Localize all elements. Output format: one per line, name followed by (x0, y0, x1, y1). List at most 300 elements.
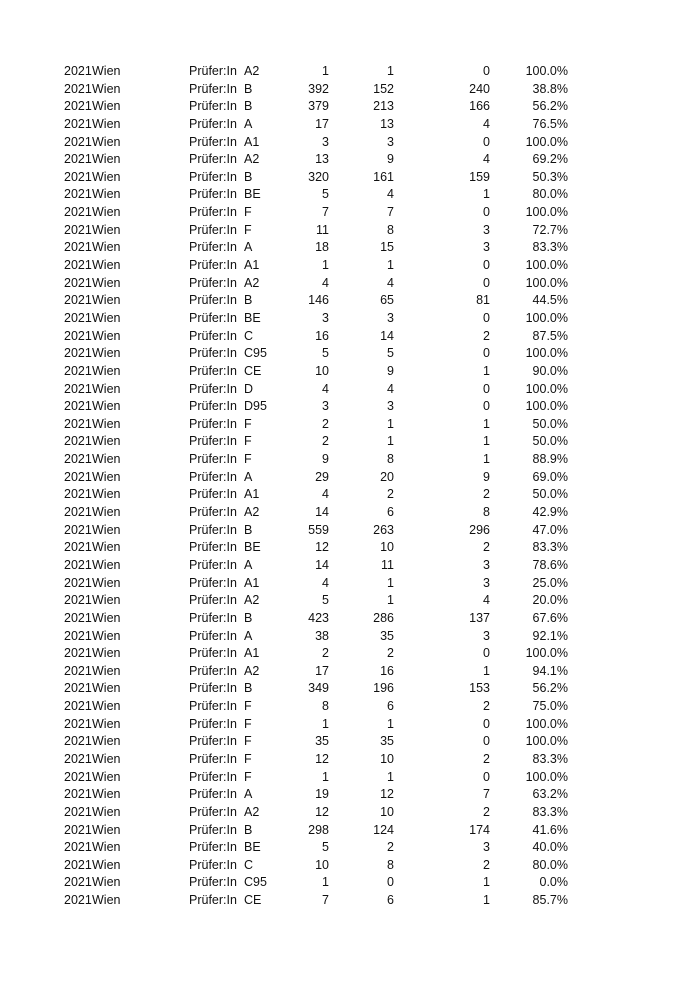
table-row (0, 222, 700, 240)
failed-count-cell: 2 (483, 540, 490, 555)
table-row (0, 504, 700, 522)
role-cell: Prüfer:In (189, 875, 237, 890)
passed-count-cell: 286 (373, 610, 394, 625)
failed-count-cell: 1 (483, 434, 490, 449)
failed-count-cell: 0 (483, 275, 490, 290)
passed-count-cell: 8 (387, 222, 394, 237)
year-cell: 2021 (64, 152, 92, 167)
role-cell: Prüfer:In (189, 399, 237, 414)
city-cell: Wien (92, 857, 121, 872)
failed-count-cell: 1 (483, 187, 490, 202)
role-cell: Prüfer:In (189, 64, 237, 78)
city-cell: Wien (92, 152, 121, 167)
total-count-cell: 7 (322, 893, 329, 908)
failed-count-cell: 0 (483, 134, 490, 149)
city-cell: Wien (92, 399, 121, 414)
pass-rate-cell: 80.0% (532, 857, 568, 872)
table-row (0, 469, 700, 487)
table-row (0, 169, 700, 187)
license-class-cell: CE (244, 893, 262, 908)
pass-rate-cell: 69.2% (532, 152, 568, 167)
table-row (0, 522, 700, 540)
pass-rate-cell: 44.5% (532, 293, 568, 308)
failed-count-cell: 2 (483, 804, 490, 819)
passed-count-cell: 6 (387, 505, 394, 520)
year-cell: 2021 (64, 716, 92, 731)
role-cell: Prüfer:In (189, 487, 237, 502)
role-cell: Prüfer:In (189, 751, 237, 766)
failed-count-cell: 4 (483, 152, 490, 167)
city-cell: Wien (92, 734, 121, 749)
role-cell: Prüfer:In (189, 663, 237, 678)
pass-rate-cell: 50.3% (532, 169, 568, 184)
role-cell: Prüfer:In (189, 787, 237, 802)
city-cell: Wien (92, 328, 121, 343)
table-row (0, 204, 700, 222)
city-cell: Wien (92, 434, 121, 449)
failed-count-cell: 81 (476, 293, 490, 308)
pass-rate-cell: 83.3% (532, 540, 568, 555)
city-cell: Wien (92, 363, 121, 378)
passed-count-cell: 35 (380, 734, 394, 749)
license-class-cell: F (244, 205, 252, 220)
total-count-cell: 12 (315, 540, 329, 555)
year-cell: 2021 (64, 240, 92, 255)
total-count-cell: 2 (322, 434, 329, 449)
year-cell: 2021 (64, 116, 92, 131)
total-count-cell: 12 (315, 804, 329, 819)
total-count-cell: 3 (322, 310, 329, 325)
total-count-cell: 17 (315, 116, 329, 131)
failed-count-cell: 7 (483, 787, 490, 802)
license-class-cell: BE (244, 187, 261, 202)
role-cell: Prüfer:In (189, 134, 237, 149)
year-cell: 2021 (64, 663, 92, 678)
city-cell: Wien (92, 169, 121, 184)
year-cell: 2021 (64, 610, 92, 625)
city-cell: Wien (92, 469, 121, 484)
role-cell: Prüfer:In (189, 187, 237, 202)
license-class-cell: A2 (244, 64, 260, 78)
passed-count-cell: 8 (387, 857, 394, 872)
total-count-cell: 4 (322, 575, 329, 590)
passed-count-cell: 1 (387, 575, 394, 590)
total-count-cell: 16 (315, 328, 329, 343)
total-count-cell: 38 (315, 628, 329, 643)
passed-count-cell: 9 (387, 363, 394, 378)
passed-count-cell: 7 (387, 205, 394, 220)
passed-count-cell: 3 (387, 310, 394, 325)
city-cell: Wien (92, 557, 121, 572)
pass-rate-cell: 76.5% (532, 116, 568, 131)
year-cell: 2021 (64, 505, 92, 520)
role-cell: Prüfer:In (189, 275, 237, 290)
pass-rate-cell: 56.2% (532, 681, 568, 696)
license-class-cell: A (244, 240, 253, 255)
passed-count-cell: 13 (380, 116, 394, 131)
license-class-cell: A2 (244, 152, 260, 167)
table-row (0, 310, 700, 328)
failed-count-cell: 3 (483, 628, 490, 643)
license-class-cell: F (244, 699, 252, 714)
city-cell: Wien (92, 804, 121, 819)
pass-rate-cell: 100.0% (525, 258, 568, 273)
passed-count-cell: 1 (387, 593, 394, 608)
failed-count-cell: 2 (483, 328, 490, 343)
table-row (0, 275, 700, 293)
license-class-cell: A2 (244, 505, 260, 520)
pass-rate-cell: 100.0% (525, 734, 568, 749)
total-count-cell: 4 (322, 381, 329, 396)
failed-count-cell: 1 (483, 363, 490, 378)
license-class-cell: B (244, 822, 253, 837)
license-class-cell: A (244, 557, 253, 572)
table-row (0, 345, 700, 363)
total-count-cell: 29 (315, 469, 329, 484)
failed-count-cell: 1 (483, 663, 490, 678)
passed-count-cell: 196 (373, 681, 394, 696)
role-cell: Prüfer:In (189, 222, 237, 237)
license-class-cell: CE (244, 363, 262, 378)
license-class-cell: B (244, 81, 253, 96)
passed-count-cell: 14 (380, 328, 394, 343)
passed-count-cell: 124 (373, 822, 394, 837)
failed-count-cell: 0 (483, 716, 490, 731)
pass-rate-cell: 75.0% (532, 699, 568, 714)
city-cell: Wien (92, 840, 121, 855)
failed-count-cell: 0 (483, 258, 490, 273)
pass-rate-cell: 38.8% (532, 81, 568, 96)
role-cell: Prüfer:In (189, 593, 237, 608)
pass-rate-cell: 87.5% (532, 328, 568, 343)
year-cell: 2021 (64, 734, 92, 749)
pass-rate-cell: 85.7% (532, 893, 568, 908)
pass-rate-cell: 67.6% (532, 610, 568, 625)
license-class-cell: B (244, 681, 253, 696)
passed-count-cell: 3 (387, 399, 394, 414)
role-cell: Prüfer:In (189, 293, 237, 308)
total-count-cell: 9 (322, 452, 329, 467)
role-cell: Prüfer:In (189, 81, 237, 96)
total-count-cell: 35 (315, 734, 329, 749)
pass-rate-cell: 100.0% (525, 346, 568, 361)
license-class-cell: F (244, 434, 252, 449)
passed-count-cell: 15 (380, 240, 394, 255)
license-class-cell: A2 (244, 593, 260, 608)
total-count-cell: 14 (315, 505, 329, 520)
failed-count-cell: 296 (469, 522, 490, 537)
pass-rate-cell: 100.0% (525, 716, 568, 731)
year-cell: 2021 (64, 557, 92, 572)
table-row (0, 592, 700, 610)
year-cell: 2021 (64, 769, 92, 784)
year-cell: 2021 (64, 293, 92, 308)
pass-rate-cell: 80.0% (532, 187, 568, 202)
year-cell: 2021 (64, 540, 92, 555)
city-cell: Wien (92, 610, 121, 625)
failed-count-cell: 9 (483, 469, 490, 484)
city-cell: Wien (92, 205, 121, 220)
role-cell: Prüfer:In (189, 681, 237, 696)
city-cell: Wien (92, 681, 121, 696)
passed-count-cell: 11 (381, 557, 394, 572)
table-row (0, 292, 700, 310)
failed-count-cell: 1 (483, 452, 490, 467)
license-class-cell: A (244, 469, 253, 484)
year-cell: 2021 (64, 699, 92, 714)
role-cell: Prüfer:In (189, 346, 237, 361)
year-cell: 2021 (64, 875, 92, 890)
failed-count-cell: 0 (483, 346, 490, 361)
total-count-cell: 5 (322, 187, 329, 202)
city-cell: Wien (92, 416, 121, 431)
failed-count-cell: 0 (483, 64, 490, 78)
total-count-cell: 146 (308, 293, 329, 308)
failed-count-cell: 166 (469, 99, 490, 114)
year-cell: 2021 (64, 81, 92, 96)
failed-count-cell: 174 (469, 822, 490, 837)
total-count-cell: 379 (308, 99, 329, 114)
total-count-cell: 5 (322, 593, 329, 608)
role-cell: Prüfer:In (189, 734, 237, 749)
role-cell: Prüfer:In (189, 716, 237, 731)
table-row (0, 804, 700, 822)
role-cell: Prüfer:In (189, 522, 237, 537)
total-count-cell: 12 (315, 751, 329, 766)
passed-count-cell: 35 (380, 628, 394, 643)
year-cell: 2021 (64, 751, 92, 766)
table-row (0, 716, 700, 734)
table-row (0, 769, 700, 787)
license-class-cell: A1 (244, 646, 260, 661)
city-cell: Wien (92, 699, 121, 714)
passed-count-cell: 1 (387, 716, 394, 731)
license-class-cell: A (244, 628, 253, 643)
passed-count-cell: 8 (387, 452, 394, 467)
role-cell: Prüfer:In (189, 434, 237, 449)
total-count-cell: 392 (308, 81, 329, 96)
total-count-cell: 14 (315, 557, 329, 572)
pass-rate-cell: 100.0% (525, 769, 568, 784)
table-row (0, 381, 700, 399)
total-count-cell: 5 (322, 346, 329, 361)
year-cell: 2021 (64, 646, 92, 661)
license-class-cell: C95 (244, 875, 267, 890)
city-cell: Wien (92, 310, 121, 325)
total-count-cell: 7 (322, 205, 329, 220)
table-row (0, 239, 700, 257)
license-class-cell: A2 (244, 804, 260, 819)
passed-count-cell: 10 (380, 804, 394, 819)
role-cell: Prüfer:In (189, 328, 237, 343)
year-cell: 2021 (64, 434, 92, 449)
table-row (0, 698, 700, 716)
year-cell: 2021 (64, 787, 92, 802)
city-cell: Wien (92, 134, 121, 149)
passed-count-cell: 10 (380, 540, 394, 555)
passed-count-cell: 1 (387, 769, 394, 784)
passed-count-cell: 6 (387, 699, 394, 714)
failed-count-cell: 2 (483, 857, 490, 872)
city-cell: Wien (92, 275, 121, 290)
license-class-cell: A2 (244, 275, 260, 290)
passed-count-cell: 4 (387, 275, 394, 290)
failed-count-cell: 0 (483, 734, 490, 749)
table-row (0, 857, 700, 875)
city-cell: Wien (92, 293, 121, 308)
year-cell: 2021 (64, 310, 92, 325)
table-row (0, 363, 700, 381)
table-row (0, 733, 700, 751)
year-cell: 2021 (64, 575, 92, 590)
pass-rate-cell: 40.0% (532, 840, 568, 855)
total-count-cell: 2 (322, 646, 329, 661)
city-cell: Wien (92, 346, 121, 361)
failed-count-cell: 137 (469, 610, 490, 625)
passed-count-cell: 9 (387, 152, 394, 167)
table-row (0, 328, 700, 346)
failed-count-cell: 1 (483, 416, 490, 431)
data-table (0, 63, 700, 910)
failed-count-cell: 1 (483, 893, 490, 908)
license-class-cell: D95 (244, 399, 267, 414)
pass-rate-cell: 100.0% (525, 399, 568, 414)
year-cell: 2021 (64, 857, 92, 872)
passed-count-cell: 2 (387, 840, 394, 855)
role-cell: Prüfer:In (189, 99, 237, 114)
total-count-cell: 320 (308, 169, 329, 184)
pass-rate-cell: 50.0% (532, 487, 568, 502)
license-class-cell: A1 (244, 575, 260, 590)
license-class-cell: BE (244, 540, 261, 555)
pass-rate-cell: 100.0% (525, 275, 568, 290)
city-cell: Wien (92, 222, 121, 237)
failed-count-cell: 153 (469, 681, 490, 696)
role-cell: Prüfer:In (189, 610, 237, 625)
license-class-cell: A (244, 116, 253, 131)
year-cell: 2021 (64, 99, 92, 114)
role-cell: Prüfer:In (189, 575, 237, 590)
total-count-cell: 4 (322, 487, 329, 502)
role-cell: Prüfer:In (189, 152, 237, 167)
passed-count-cell: 16 (380, 663, 394, 678)
table-row (0, 539, 700, 557)
total-count-cell: 298 (308, 822, 329, 837)
license-class-cell: F (244, 452, 252, 467)
role-cell: Prüfer:In (189, 840, 237, 855)
year-cell: 2021 (64, 628, 92, 643)
city-cell: Wien (92, 99, 121, 114)
table-row (0, 398, 700, 416)
total-count-cell: 10 (315, 857, 329, 872)
total-count-cell: 19 (315, 787, 329, 802)
failed-count-cell: 0 (483, 646, 490, 661)
role-cell: Prüfer:In (189, 857, 237, 872)
year-cell: 2021 (64, 275, 92, 290)
role-cell: Prüfer:In (189, 540, 237, 555)
city-cell: Wien (92, 716, 121, 731)
total-count-cell: 17 (315, 663, 329, 678)
failed-count-cell: 0 (483, 381, 490, 396)
year-cell: 2021 (64, 346, 92, 361)
license-class-cell: A1 (244, 134, 260, 149)
license-class-cell: B (244, 610, 253, 625)
total-count-cell: 349 (308, 681, 329, 696)
failed-count-cell: 0 (483, 399, 490, 414)
role-cell: Prüfer:In (189, 628, 237, 643)
pass-rate-cell: 100.0% (525, 310, 568, 325)
passed-count-cell: 161 (373, 169, 394, 184)
license-class-cell: F (244, 734, 252, 749)
city-cell: Wien (92, 787, 121, 802)
license-class-cell: F (244, 222, 252, 237)
pass-rate-cell: 92.1% (532, 628, 568, 643)
license-class-cell: D (244, 381, 254, 396)
failed-count-cell: 1 (483, 875, 490, 890)
failed-count-cell: 4 (483, 593, 490, 608)
pass-rate-cell: 100.0% (525, 646, 568, 661)
role-cell: Prüfer:In (189, 769, 237, 784)
license-class-cell: B (244, 99, 253, 114)
total-count-cell: 4 (322, 275, 329, 290)
passed-count-cell: 263 (373, 522, 394, 537)
pass-rate-cell: 63.2% (532, 787, 568, 802)
role-cell: Prüfer:In (189, 469, 237, 484)
total-count-cell: 3 (322, 134, 329, 149)
role-cell: Prüfer:In (189, 116, 237, 131)
role-cell: Prüfer:In (189, 416, 237, 431)
year-cell: 2021 (64, 840, 92, 855)
table-row (0, 751, 700, 769)
failed-count-cell: 3 (483, 222, 490, 237)
year-cell: 2021 (64, 381, 92, 396)
license-class-cell: C95 (244, 346, 267, 361)
pass-rate-cell: 100.0% (525, 381, 568, 396)
total-count-cell: 2 (322, 416, 329, 431)
year-cell: 2021 (64, 328, 92, 343)
role-cell: Prüfer:In (189, 822, 237, 837)
failed-count-cell: 159 (469, 169, 490, 184)
failed-count-cell: 0 (483, 205, 490, 220)
city-cell: Wien (92, 663, 121, 678)
total-count-cell: 3 (322, 399, 329, 414)
passed-count-cell: 5 (387, 346, 394, 361)
passed-count-cell: 3 (387, 134, 394, 149)
pass-rate-cell: 56.2% (532, 99, 568, 114)
passed-count-cell: 1 (387, 64, 394, 78)
city-cell: Wien (92, 593, 121, 608)
city-cell: Wien (92, 381, 121, 396)
license-class-cell: A (244, 787, 253, 802)
table-row (0, 433, 700, 451)
failed-count-cell: 240 (469, 81, 490, 96)
role-cell: Prüfer:In (189, 240, 237, 255)
year-cell: 2021 (64, 222, 92, 237)
failed-count-cell: 4 (483, 116, 490, 131)
year-cell: 2021 (64, 893, 92, 908)
city-cell: Wien (92, 540, 121, 555)
city-cell: Wien (92, 751, 121, 766)
passed-count-cell: 0 (387, 875, 394, 890)
pass-rate-cell: 83.3% (532, 240, 568, 255)
total-count-cell: 18 (315, 240, 329, 255)
city-cell: Wien (92, 875, 121, 890)
passed-count-cell: 1 (387, 258, 394, 273)
role-cell: Prüfer:In (189, 699, 237, 714)
table-row (0, 822, 700, 840)
role-cell: Prüfer:In (189, 505, 237, 520)
pass-rate-cell: 90.0% (532, 363, 568, 378)
